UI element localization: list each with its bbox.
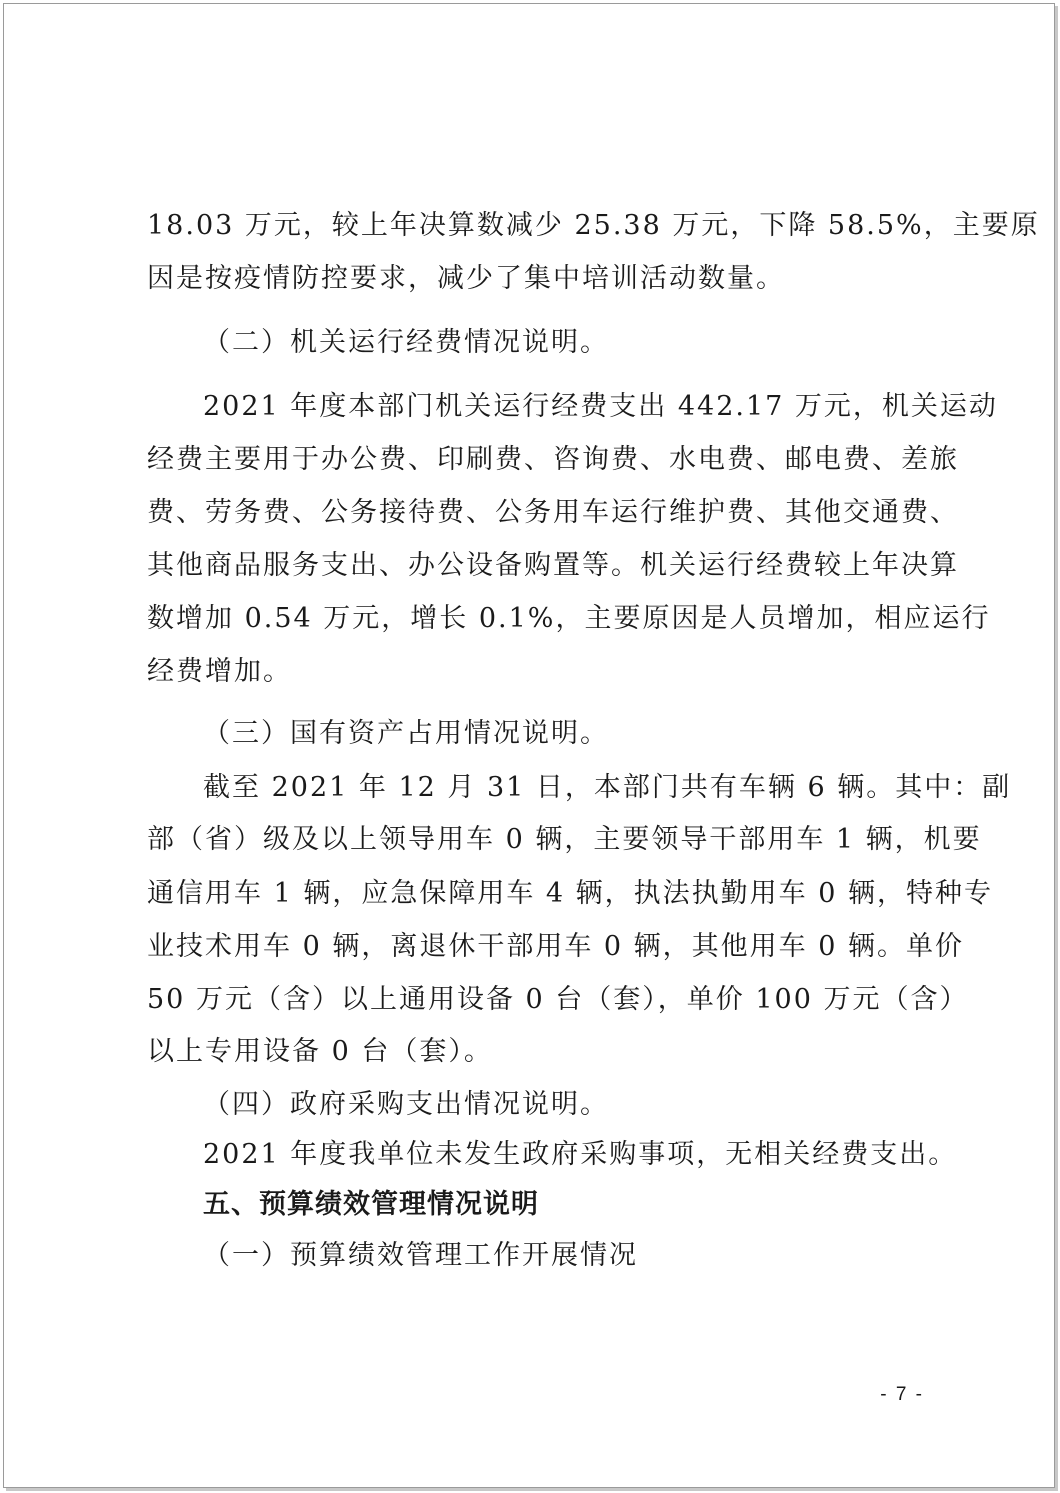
paragraph-line: 数增加 0.54 万元，增长 0.1%，主要原因是人员增加，相应运行 [147,603,991,634]
paragraph-line: 因是按疫情防控要求，减少了集中培训活动数量。 [147,263,785,294]
paragraph-line: 其他商品服务支出、办公设备购置等。机关运行经费较上年决算 [147,550,959,581]
paragraph-line: 2021 年度本部门机关运行经费支出 442.17 万元，机关运动 [203,391,998,422]
section-heading-2: （二）机关运行经费情况说明。 [203,327,609,358]
page-number: - 7 - [880,1384,924,1405]
section-heading-3: （三）国有资产占用情况说明。 [203,718,609,749]
paragraph-line: 2021 年度我单位未发生政府采购事项，无相关经费支出。 [203,1139,958,1170]
paragraph-line: 18.03 万元，较上年决算数减少 25.38 万元，下降 58.5%，主要原 [147,210,1040,241]
paragraph-line: 截至 2021 年 12 月 31 日，本部门共有车辆 6 辆。其中：副 [203,772,1012,803]
paragraph-line: 通信用车 1 辆，应急保障用车 4 辆，执法执勤用车 0 辆，特种专 [147,878,994,909]
paragraph-line: 费、劳务费、公务接待费、公务用车运行维护费、其他交通费、 [147,497,959,528]
paragraph-line: 经费主要用于办公费、印刷费、咨询费、水电费、邮电费、差旅 [147,444,959,475]
chapter-heading-5: 五、预算绩效管理情况说明 [203,1189,539,1220]
section-heading-5-1: （一）预算绩效管理工作开展情况 [203,1240,638,1271]
paragraph-line: 以上专用设备 0 台（套）。 [147,1036,493,1067]
paragraph-line: 50 万元（含）以上通用设备 0 台（套），单价 100 万元（含） [147,984,969,1015]
paragraph-line: 业技术用车 0 辆，离退休干部用车 0 辆，其他用车 0 辆。单价 [147,931,965,962]
section-heading-4: （四）政府采购支出情况说明。 [203,1089,609,1120]
document-page [3,3,1055,1488]
paragraph-line: 部（省）级及以上领导用车 0 辆，主要领导干部用车 1 辆，机要 [147,824,982,855]
paragraph-line: 经费增加。 [147,656,292,687]
